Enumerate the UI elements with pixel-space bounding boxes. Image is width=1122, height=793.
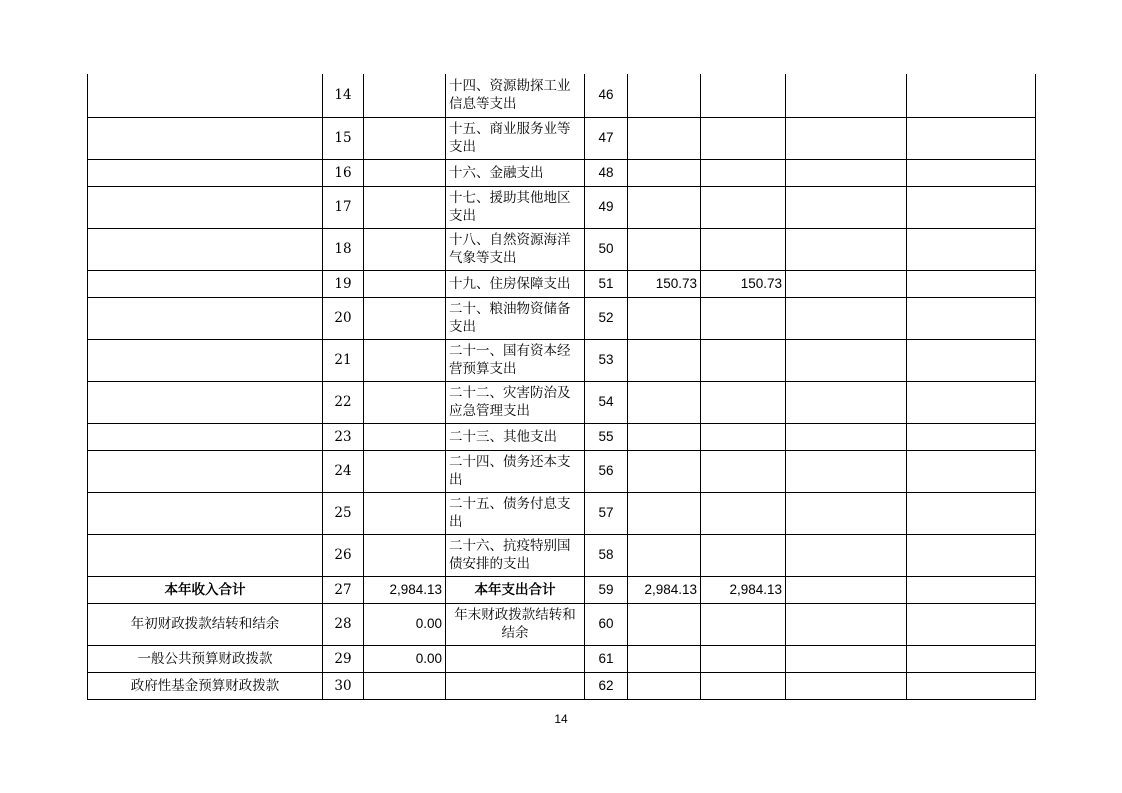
expense-state-capital-cell [907, 576, 1036, 603]
expense-item-cell: 二十二、灾害防治及应急管理支出 [446, 381, 585, 423]
expense-item-cell: 二十四、债务还本支出 [446, 450, 585, 492]
income-item-cell [88, 117, 323, 159]
expense-total-cell [628, 492, 701, 534]
income-line-number-cell: 28 [323, 603, 364, 645]
expense-total-cell [628, 228, 701, 270]
expense-line-number-cell: 58 [585, 534, 628, 576]
income-amount-cell [364, 492, 446, 534]
income-amount-cell [364, 381, 446, 423]
expense-line-number-cell: 54 [585, 381, 628, 423]
expense-item-cell: 十七、援助其他地区支出 [446, 186, 585, 228]
expense-line-number-cell: 50 [585, 228, 628, 270]
expense-line-number-cell: 51 [585, 270, 628, 297]
expense-fund-budget-cell [786, 492, 907, 534]
income-line-number-cell: 24 [323, 450, 364, 492]
expense-state-capital-cell [907, 159, 1036, 186]
expense-general-budget-cell [701, 186, 786, 228]
expense-state-capital-cell [907, 270, 1036, 297]
expense-line-number-cell: 55 [585, 423, 628, 450]
expense-general-budget-cell: 2,984.13 [701, 576, 786, 603]
income-item-cell: 本年收入合计 [88, 576, 323, 603]
table-row [88, 423, 1036, 450]
income-amount-cell [364, 339, 446, 381]
expense-total-cell [628, 74, 701, 117]
budget-table-body [88, 74, 1036, 699]
income-amount-cell [364, 186, 446, 228]
expense-general-budget-cell [701, 672, 786, 699]
expense-total-cell [628, 534, 701, 576]
income-amount-cell [364, 270, 446, 297]
budget-table [87, 74, 1036, 700]
expense-fund-budget-cell [786, 450, 907, 492]
expense-state-capital-cell [907, 450, 1036, 492]
income-amount-cell [364, 534, 446, 576]
expense-total-cell [628, 117, 701, 159]
expense-item-cell [446, 672, 585, 699]
expense-item-cell: 二十三、其他支出 [446, 423, 585, 450]
income-amount-cell: 0.00 [364, 603, 446, 645]
table-row [88, 297, 1036, 339]
expense-fund-budget-cell [786, 186, 907, 228]
income-line-number-cell: 20 [323, 297, 364, 339]
expense-state-capital-cell [907, 672, 1036, 699]
expense-line-number-cell: 46 [585, 74, 628, 117]
table-row [88, 74, 1036, 117]
table-row [88, 450, 1036, 492]
table-row [88, 672, 1036, 699]
income-line-number-cell: 17 [323, 186, 364, 228]
expense-state-capital-cell [907, 117, 1036, 159]
income-line-number-cell: 18 [323, 228, 364, 270]
expense-total-cell: 2,984.13 [628, 576, 701, 603]
table-row [88, 381, 1036, 423]
expense-state-capital-cell [907, 228, 1036, 270]
expense-general-budget-cell [701, 297, 786, 339]
expense-item-cell: 本年支出合计 [446, 576, 585, 603]
income-item-cell [88, 534, 323, 576]
income-line-number-cell: 22 [323, 381, 364, 423]
expense-state-capital-cell [907, 645, 1036, 672]
expense-general-budget-cell [701, 117, 786, 159]
expense-state-capital-cell [907, 492, 1036, 534]
table-row [88, 534, 1036, 576]
expense-line-number-cell: 53 [585, 339, 628, 381]
expense-line-number-cell: 57 [585, 492, 628, 534]
expense-fund-budget-cell [786, 270, 907, 297]
table-row [88, 576, 1036, 603]
expense-fund-budget-cell [786, 339, 907, 381]
expense-line-number-cell: 60 [585, 603, 628, 645]
expense-total-cell [628, 159, 701, 186]
expense-item-cell: 二十、粮油物资储备支出 [446, 297, 585, 339]
expense-general-budget-cell [701, 645, 786, 672]
expense-total-cell [628, 297, 701, 339]
expense-line-number-cell: 48 [585, 159, 628, 186]
expense-state-capital-cell [907, 186, 1036, 228]
expense-line-number-cell: 59 [585, 576, 628, 603]
income-line-number-cell: 25 [323, 492, 364, 534]
expense-state-capital-cell [907, 534, 1036, 576]
expense-line-number-cell: 52 [585, 297, 628, 339]
expense-general-budget-cell [701, 339, 786, 381]
expense-general-budget-cell [701, 492, 786, 534]
income-amount-cell [364, 117, 446, 159]
income-item-cell: 政府性基金预算财政拨款 [88, 672, 323, 699]
expense-fund-budget-cell [786, 534, 907, 576]
expense-general-budget-cell [701, 603, 786, 645]
income-amount-cell: 2,984.13 [364, 576, 446, 603]
expense-line-number-cell: 61 [585, 645, 628, 672]
expense-fund-budget-cell [786, 159, 907, 186]
expense-fund-budget-cell [786, 645, 907, 672]
expense-item-cell: 十五、商业服务业等支出 [446, 117, 585, 159]
expense-item-cell: 十六、金融支出 [446, 159, 585, 186]
income-item-cell [88, 74, 323, 117]
income-amount-cell [364, 450, 446, 492]
expense-general-budget-cell [701, 450, 786, 492]
table-row [88, 339, 1036, 381]
income-amount-cell [364, 423, 446, 450]
expense-general-budget-cell [701, 381, 786, 423]
expense-line-number-cell: 49 [585, 186, 628, 228]
expense-total-cell [628, 423, 701, 450]
expense-item-cell: 二十六、抗疫特别国债安排的支出 [446, 534, 585, 576]
expense-line-number-cell: 62 [585, 672, 628, 699]
expense-total-cell: 150.73 [628, 270, 701, 297]
expense-fund-budget-cell [786, 672, 907, 699]
income-line-number-cell: 23 [323, 423, 364, 450]
expense-state-capital-cell [907, 381, 1036, 423]
income-item-cell [88, 450, 323, 492]
expense-state-capital-cell [907, 423, 1036, 450]
income-amount-cell [364, 159, 446, 186]
expense-general-budget-cell [701, 74, 786, 117]
income-item-cell [88, 297, 323, 339]
table-row [88, 270, 1036, 297]
expense-line-number-cell: 56 [585, 450, 628, 492]
income-line-number-cell: 29 [323, 645, 364, 672]
income-line-number-cell: 14 [323, 74, 364, 117]
table-row [88, 603, 1036, 645]
expense-general-budget-cell [701, 534, 786, 576]
expense-total-cell [628, 381, 701, 423]
expense-total-cell [628, 672, 701, 699]
income-line-number-cell: 15 [323, 117, 364, 159]
expense-general-budget-cell [701, 159, 786, 186]
income-amount-cell [364, 672, 446, 699]
table-row [88, 186, 1036, 228]
income-amount-cell [364, 297, 446, 339]
expense-general-budget-cell [701, 228, 786, 270]
income-item-cell [88, 228, 323, 270]
table-row [88, 159, 1036, 186]
expense-fund-budget-cell [786, 297, 907, 339]
expense-fund-budget-cell [786, 603, 907, 645]
income-item-cell [88, 381, 323, 423]
table-row [88, 645, 1036, 672]
table-row [88, 492, 1036, 534]
expense-item-cell: 十九、住房保障支出 [446, 270, 585, 297]
income-item-cell [88, 186, 323, 228]
expense-state-capital-cell [907, 74, 1036, 117]
expense-item-cell: 十四、资源勘探工业信息等支出 [446, 74, 585, 117]
expense-line-number-cell: 47 [585, 117, 628, 159]
expense-fund-budget-cell [786, 576, 907, 603]
expense-state-capital-cell [907, 603, 1036, 645]
expense-item-cell: 十八、自然资源海洋气象等支出 [446, 228, 585, 270]
expense-item-cell: 年末财政拨款结转和结余 [446, 603, 585, 645]
expense-fund-budget-cell [786, 228, 907, 270]
income-item-cell [88, 423, 323, 450]
expense-total-cell [628, 186, 701, 228]
page-number: 14 [554, 712, 568, 726]
expense-general-budget-cell [701, 423, 786, 450]
income-amount-cell: 0.00 [364, 645, 446, 672]
income-line-number-cell: 16 [323, 159, 364, 186]
expense-total-cell [628, 339, 701, 381]
income-item-cell [88, 270, 323, 297]
income-line-number-cell: 19 [323, 270, 364, 297]
income-amount-cell [364, 228, 446, 270]
income-item-cell: 一般公共预算财政拨款 [88, 645, 323, 672]
income-item-cell [88, 159, 323, 186]
expense-total-cell [628, 645, 701, 672]
expense-fund-budget-cell [786, 117, 907, 159]
expense-state-capital-cell [907, 297, 1036, 339]
income-line-number-cell: 21 [323, 339, 364, 381]
expense-fund-budget-cell [786, 74, 907, 117]
income-amount-cell [364, 74, 446, 117]
expense-total-cell [628, 603, 701, 645]
income-line-number-cell: 26 [323, 534, 364, 576]
income-item-cell: 年初财政拨款结转和结余 [88, 603, 323, 645]
expense-item-cell: 二十一、国有资本经营预算支出 [446, 339, 585, 381]
table-row [88, 117, 1036, 159]
income-item-cell [88, 339, 323, 381]
expense-item-cell [446, 645, 585, 672]
table-row [88, 228, 1036, 270]
expense-item-cell: 二十五、债务付息支出 [446, 492, 585, 534]
expense-fund-budget-cell [786, 381, 907, 423]
expense-fund-budget-cell [786, 423, 907, 450]
income-line-number-cell: 27 [323, 576, 364, 603]
income-line-number-cell: 30 [323, 672, 364, 699]
expense-state-capital-cell [907, 339, 1036, 381]
expense-general-budget-cell: 150.73 [701, 270, 786, 297]
expense-total-cell [628, 450, 701, 492]
income-item-cell [88, 492, 323, 534]
